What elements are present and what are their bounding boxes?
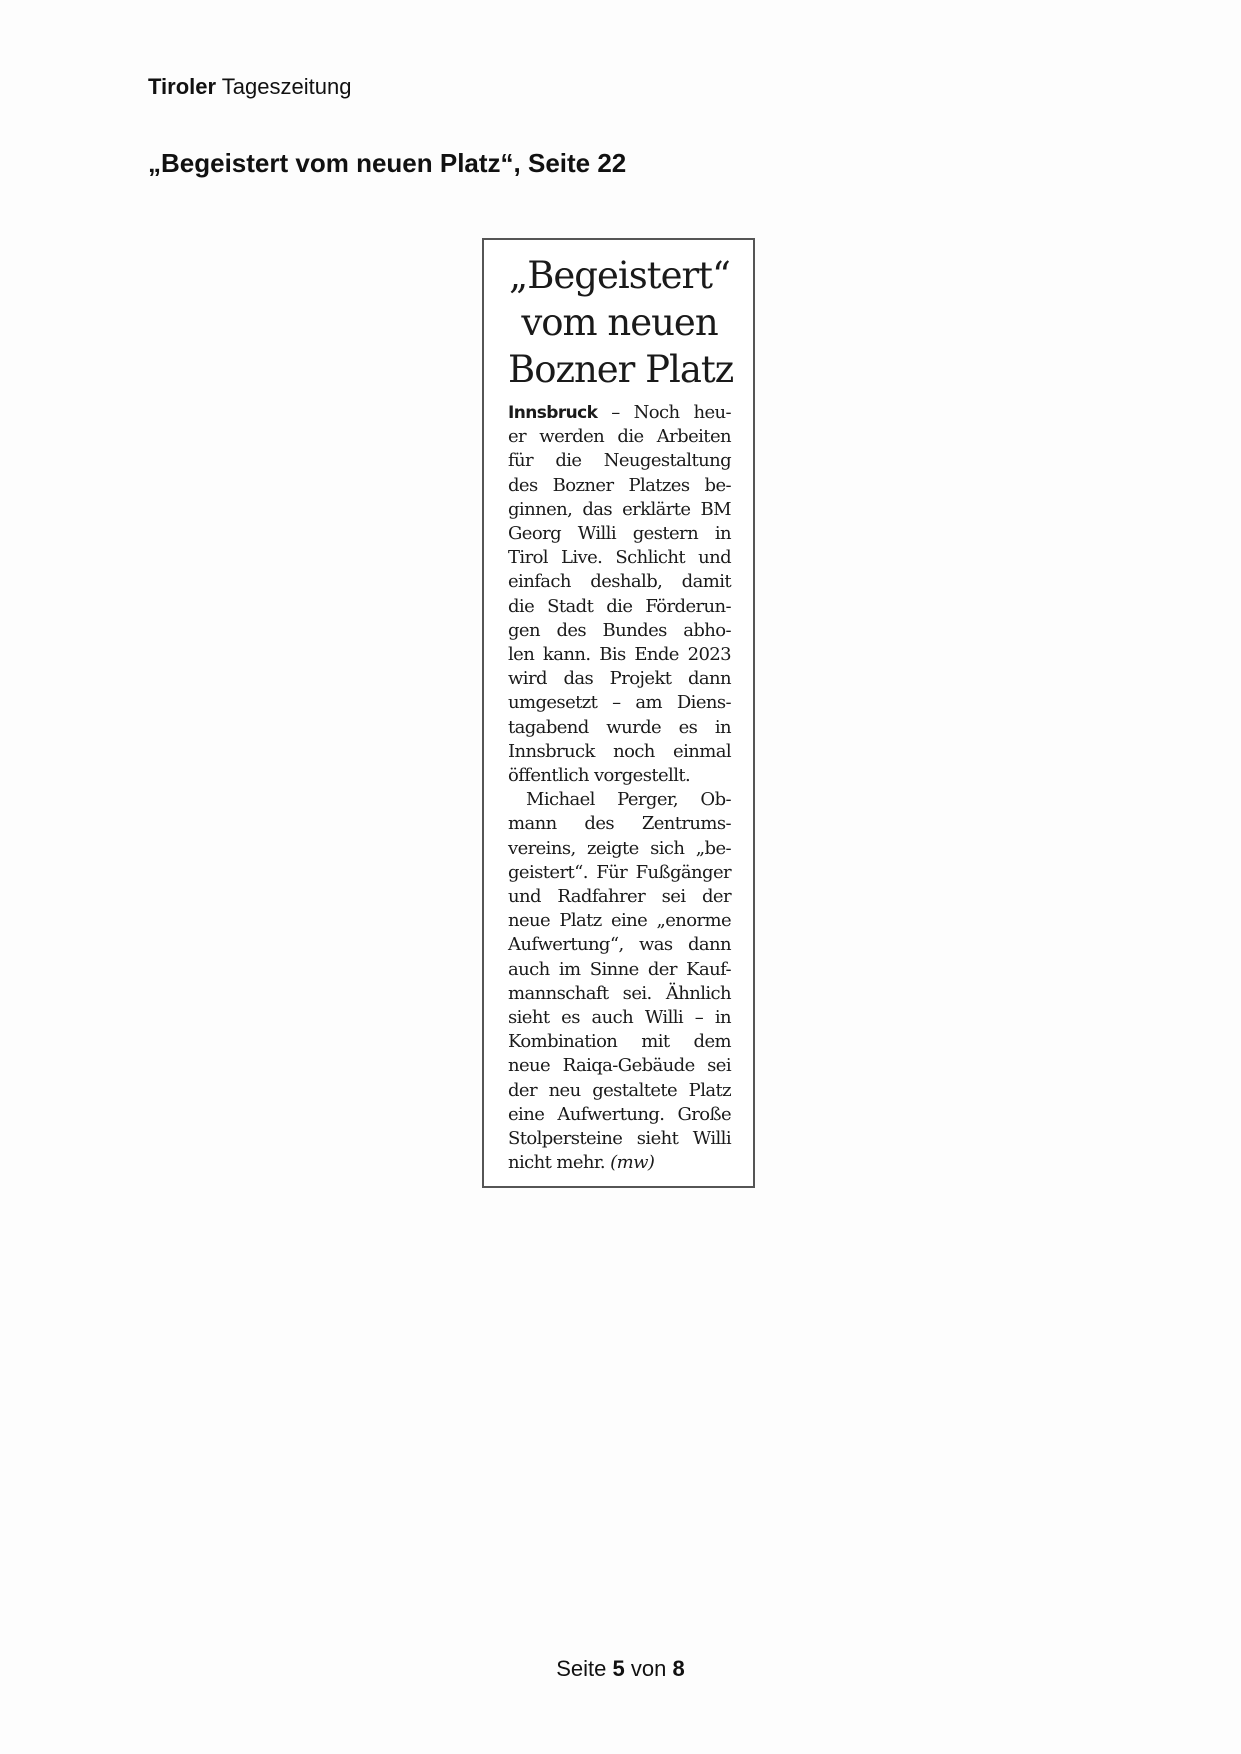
headline-line: „Begeistert“ (509, 254, 730, 297)
body-line: Kombination mit dem (508, 1031, 731, 1053)
headline-line: vom neuen (521, 301, 718, 344)
body-line: Tirol Live. Schlicht und (508, 547, 731, 569)
body-line: Aufwertung“, was dann (508, 934, 731, 956)
body-line: Georg Willi gestern in (508, 523, 731, 545)
body-line: len kann. Bis Ende 2023 (508, 644, 731, 666)
body-line: tagabend wurde es in (508, 716, 731, 738)
total-pages: 8 (672, 1656, 685, 1681)
body-line-last (508, 1151, 731, 1175)
body-line: geistert“. Für Fußgänger (508, 861, 731, 883)
headline-line: Bozner Platz (508, 348, 734, 391)
page-number (0, 1654, 1241, 1684)
body-text-segment: – Noch heu- (597, 402, 731, 423)
body-line: für die Neugestaltung (508, 450, 731, 472)
newspaper-clipping (482, 238, 755, 1188)
body-line: öffentlich vorgestellt. (508, 765, 691, 787)
body-line: eine Aufwertung. Große (508, 1103, 731, 1125)
article-headline (508, 252, 734, 393)
body-line: Michael Perger, Ob- (526, 789, 731, 811)
document-title: „Begeistert vom neuen Platz“, Seite 22 (148, 148, 627, 178)
body-line: mannschaft sei. Ähnlich (508, 982, 731, 1004)
page-of-label: von (630, 1656, 667, 1681)
publication-name (148, 72, 351, 102)
body-line: neue Platz eine „enorme (508, 910, 731, 932)
publication-name-rest: Tageszeitung (221, 74, 352, 99)
body-line: sieht es auch Willi – in (508, 1007, 731, 1029)
body-line: der neu gestaltete Platz (508, 1079, 731, 1101)
body-line: einfach deshalb, damit (508, 571, 731, 593)
body-line: die Stadt die Förderun- (508, 595, 731, 617)
body-line-first (508, 401, 731, 425)
body-line: wird das Projekt dann (508, 668, 731, 690)
body-line: ginnen, das erklärte BM (508, 498, 731, 520)
article-dateline: Innsbruck (508, 403, 598, 423)
body-line: des Bozner Platzes be- (508, 474, 731, 496)
body-line: und Radfahrer sei der (508, 886, 731, 908)
body-line: vereins, zeigte sich „be- (508, 837, 731, 859)
body-line: mann des Zentrums- (508, 813, 731, 835)
body-line: Innsbruck noch einmal (508, 740, 731, 762)
body-line: neue Raiqa-Gebäude sei (508, 1055, 731, 1077)
publication-name-bold: Tiroler (148, 74, 217, 99)
body-line: Stolpersteine sieht Willi (508, 1128, 731, 1150)
article-body (508, 401, 731, 1176)
page-label: Seite (556, 1656, 607, 1681)
body-text-segment: nicht mehr. (508, 1152, 611, 1174)
body-line: er werden die Arbeiten (508, 426, 731, 448)
article-author: (mw) (610, 1152, 655, 1174)
body-line: auch im Sinne der Kauf- (508, 958, 731, 980)
body-line: umgesetzt – am Diens- (508, 692, 731, 714)
body-line: gen des Bundes abho- (508, 619, 731, 641)
current-page: 5 (612, 1656, 625, 1681)
